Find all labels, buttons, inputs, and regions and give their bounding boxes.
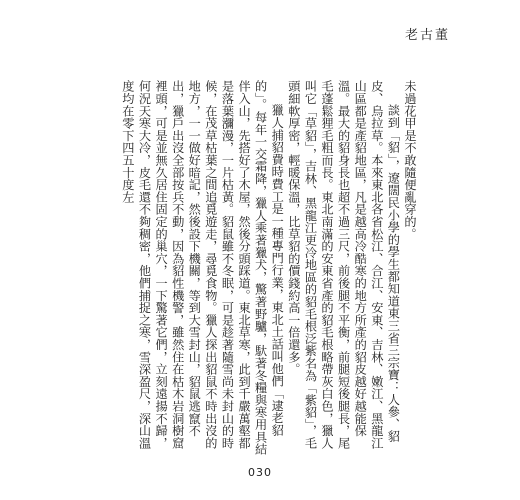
page-number: 030 <box>248 466 272 479</box>
body-text <box>118 80 418 460</box>
paragraph: 未過花甲是不敢隨便亂穿的。 <box>403 80 417 240</box>
running-head: 老古董 <box>404 28 450 43</box>
paragraph: 談到「貂」，遼闊民小學的學生都知道東三省三宗寶：人參、貂皮、烏拉草。本來東北各省松江、合江、安東、吉林、嫩江、黑龍江山區都是產貂地區，凡是越高冷酷寒的地方所產的貂皮越好越能保溫。最大的貂身長也超不過三尺，前後腿不平衡，前腿短後腿長，尾毛蓬鬆狸毛粗而長。東北南滿的安東省產的貂毛根略帶灰白色，獵人叫它「草貂」，吉林、黑龍江更冷地區的貂毛根泛紫名為「紫貂」，毛頭細軟厚密，輕暖保溫，比草貂的價錢約高一倍還多。 <box>286 80 401 450</box>
paragraph: 獵人捕貂費時費工是一種專門行業，東北土話叫他們「逮老貂的」。每年一交霜降，獵人乘著獵犬，驚著野驢，馱著冬糧與寒用具結伴入山，先搭好了木屋，然後分頭踩道。東北草寒，此到千嚴萬壑都是落葉瀰漫，一片枯黃。貂鼠雖不冬眠，可是趁著隨雪尚未封山的時候，在茂草枯葉之間追覓遊走，尋覓食物。獵人探出貂鼠不時出沒的地方，一一做好暗記，然後設下機關，等到大雪封山，貂鼠逃竄不出，獵戶出沒全部按兵不動，因為貂性機警，雖然住在枯木岩洞樹窟裡頭，可是並無久居住固定的巢穴，一下驚著它們，立刻遠揚不歸，何況天寒大冷，皮毛還不夠稠密，他們捕捉之寒，雪深盈尺，深山溫度均在零下四五十度左 <box>120 80 285 456</box>
